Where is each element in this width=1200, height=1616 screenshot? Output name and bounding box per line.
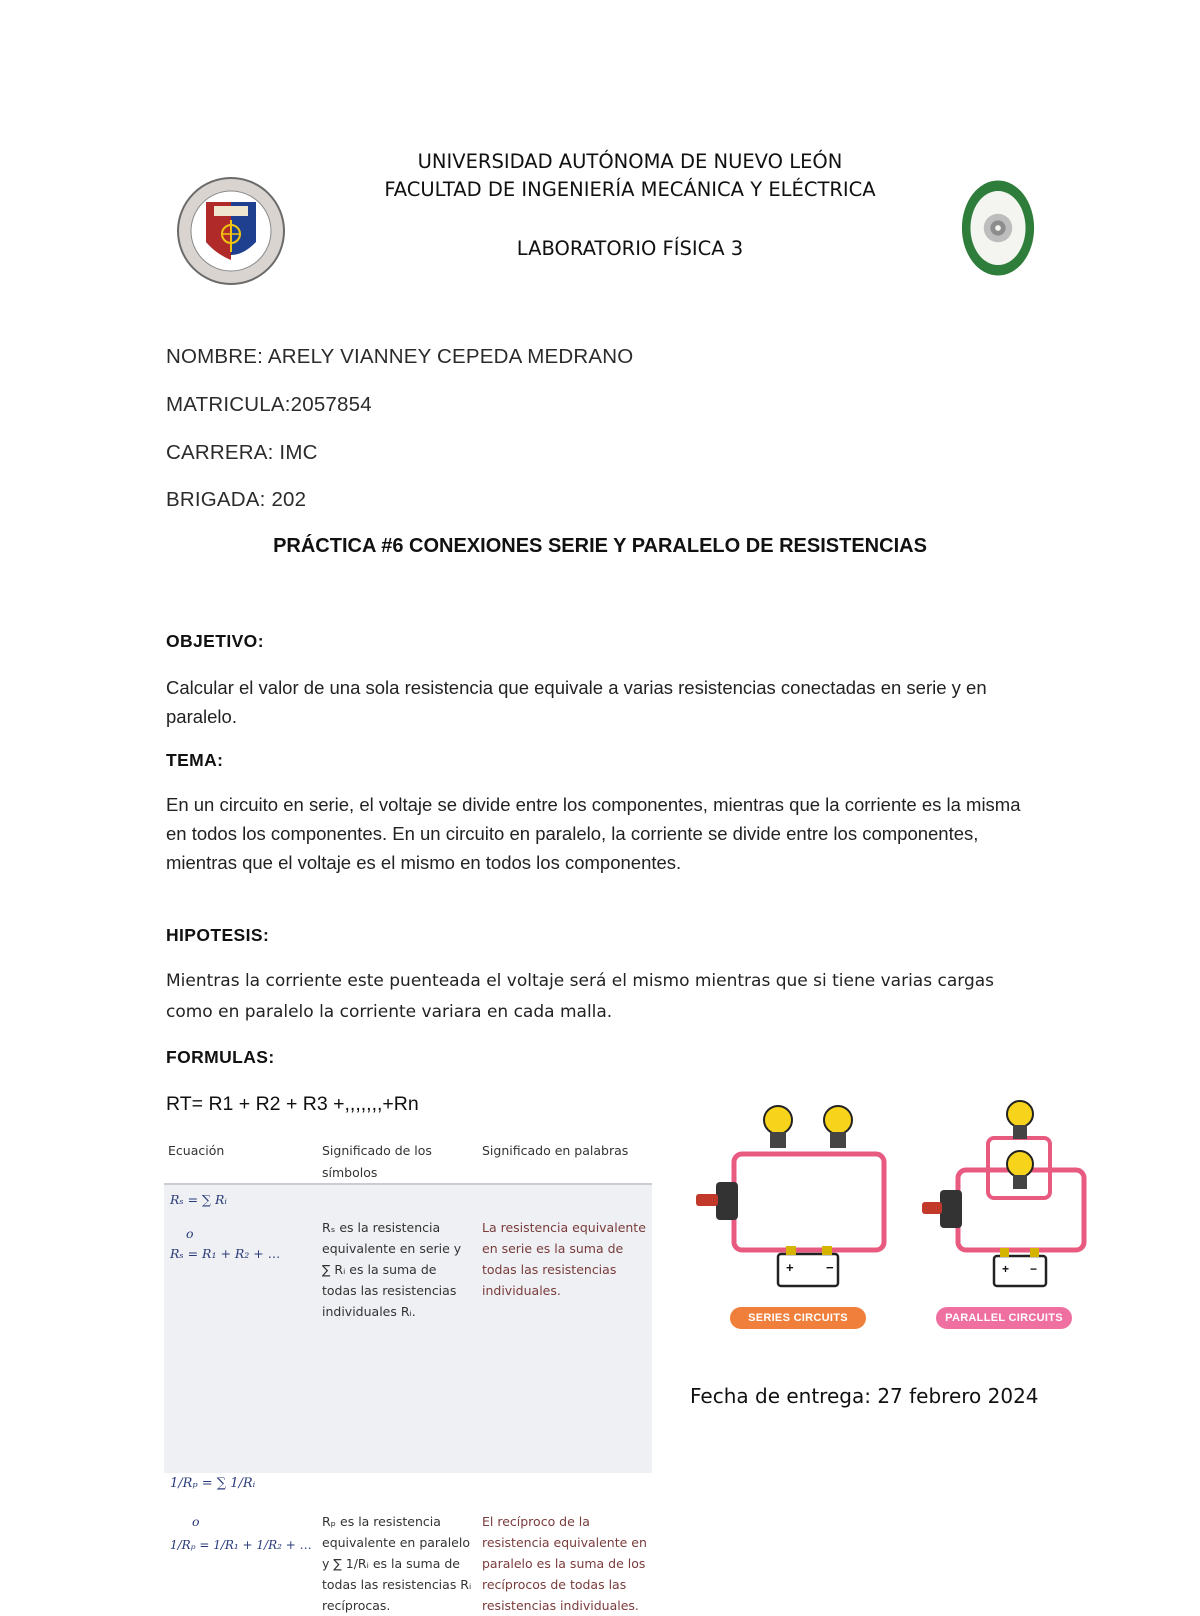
bulb-icon [764, 1106, 792, 1148]
table-row [164, 1183, 652, 1473]
tema-heading: TEMA: [166, 750, 224, 770]
hipotesis-heading: HIPOTESIS: [166, 925, 270, 945]
row2-eq-or: o [192, 1514, 200, 1529]
table-header-palabras: Significado en palabras [482, 1143, 629, 1158]
bulb-icon [824, 1106, 852, 1148]
row1-eq-line2: Rₛ = R₁ + R₂ + … [170, 1246, 281, 1261]
table-header-ecuacion: Ecuación [168, 1143, 225, 1158]
bulb-icon [1007, 1101, 1033, 1139]
university-name: UNIVERSIDAD AUTÓNOMA DE NUEVO LEÓN [417, 150, 843, 173]
objetivo-heading: OBJETIVO: [166, 631, 264, 651]
bulb-icon [1007, 1151, 1033, 1189]
faculty-name: FACULTAD DE INGENIERÍA MECÁNICA Y ELÉCTRICA [384, 178, 876, 201]
row1-eq-or: o [186, 1226, 194, 1241]
lab-name: LABORATORIO FÍSICA 3 [516, 237, 744, 260]
formulas-heading: FORMULAS: [166, 1047, 275, 1067]
parallel-circuits-label: PARALLEL CIRCUITS [936, 1307, 1072, 1329]
row1-words: La resistencia equivalente en serie es la suma de todas las resistencias individuales. [482, 1220, 646, 1298]
row1-symbols: Rₛ es la resistencia equivalente en serie y ∑ Rᵢ es la suma de todas las resistencias individuales Rᵢ. [322, 1220, 462, 1319]
table-header-simbolos: Significado de los símbolos [322, 1143, 432, 1180]
row2-eq-line2: 1/Rₚ = 1/R₁ + 1/R₂ + … [170, 1538, 312, 1552]
row2-eq-line1: 1/Rₚ = ∑ 1/Rᵢ [170, 1476, 256, 1491]
series-battery-plus: + [786, 1260, 794, 1275]
student-brigada: BRIGADA: 202 [166, 488, 307, 511]
series-battery-minus: − [826, 1260, 834, 1275]
row2-symbols: Rₚ es la resistencia equivalente en paralelo y ∑ 1/Rᵢ es la suma de todas las resistencias Rᵢ recíprocas. [322, 1514, 472, 1613]
parallel-battery-minus: − [1030, 1262, 1038, 1276]
student-carrera: CARRERA: IMC [166, 441, 318, 464]
fime-logo [960, 176, 1036, 285]
series-circuits-label: SERIES CIRCUITS [730, 1307, 866, 1329]
circuits-figure [690, 1098, 1100, 1338]
tema-text: En un circuito en serie, el voltaje se divide entre los componentes, mientras que la corriente es la misma en todos los componentes. En un circuito en paralelo, la corriente se divide entre los componentes, mientras que el voltaje es el mismo en todos los componentes. [166, 794, 1021, 873]
table-row [164, 1473, 652, 1613]
practica-title: PRÁCTICA #6 CONEXIONES SERIE Y PARALELO DE RESISTENCIAS [273, 535, 927, 557]
row2-words: El recíproco de la resistencia equivalente en paralelo es la suma de los recíprocos de todas las resistencias individuales. [482, 1514, 647, 1613]
hipotesis-text: Mientras la corriente este puenteada el voltaje será el mismo mientras que si tiene varias cargas como en paralelo la corriente variara en cada malla. [166, 971, 995, 1022]
row1-eq-line1: Rₛ = ∑ Rᵢ [170, 1192, 227, 1207]
formula-table [164, 1138, 652, 1613]
series-formula: RT= R1 + R2 + R3 +,,,,,,,+Rn [166, 1093, 419, 1115]
student-name: NOMBRE: ARELY VIANNEY CEPEDA MEDRANO [166, 345, 634, 368]
uanl-logo [176, 176, 286, 291]
fecha-entrega: Fecha de entrega: 27 febrero 2024 [690, 1384, 1039, 1408]
series-circuit [696, 1106, 884, 1286]
parallel-battery-plus: + [1002, 1262, 1010, 1276]
student-matricula: MATRICULA:2057854 [166, 393, 372, 416]
objetivo-text: Calcular el valor de una sola resistencia que equivale a varias resistencias conectadas en serie y en paralelo. [166, 677, 987, 727]
parallel-circuit [922, 1101, 1084, 1286]
